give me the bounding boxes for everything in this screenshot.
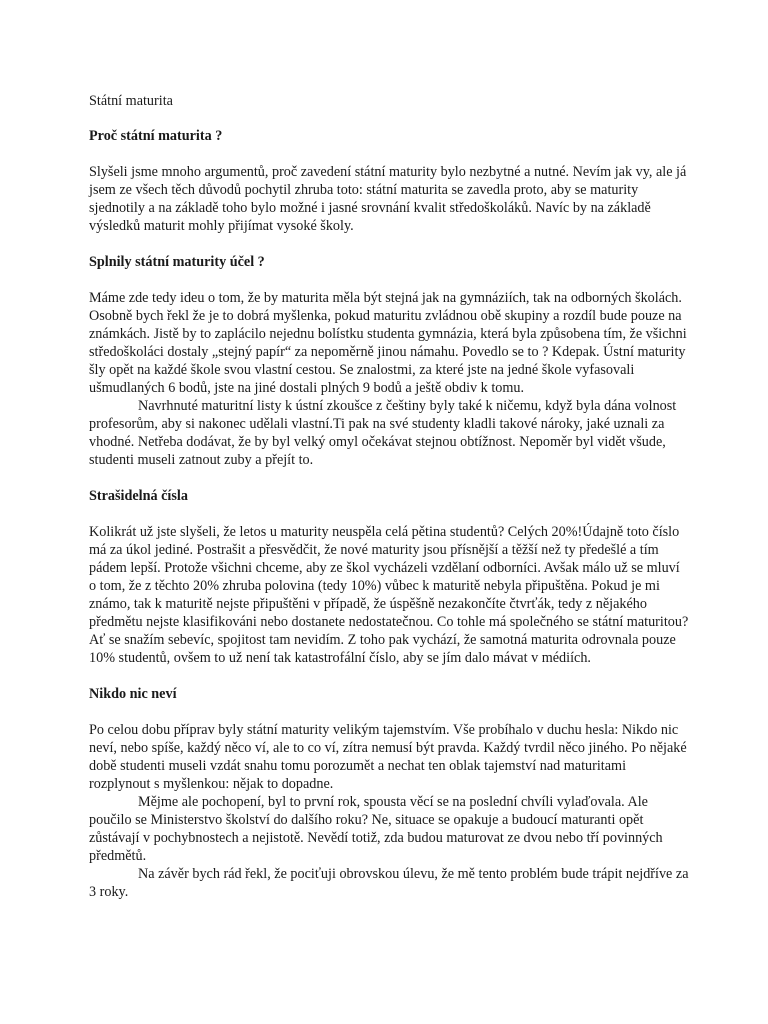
section-heading: Nikdo nic neví <box>89 686 177 702</box>
paragraph: Navrhnuté maturitní listy k ústní zkoušce z češtiny byly také k ničemu, když byla dána volnost profesorům, aby si nakonec udělali vlastní.Ti pak na své studenty kladli takové nároky, jaké uznali za vhodné. Netřeba dodávat, že by byl velký omyl očekávat stejnou obtížnost. Nepoměr byl vidět všude, studenti museli zatnout zuby a přejít to. <box>89 398 677 468</box>
paragraph: Na závěr bych rád řekl, že pociťuji obrovskou úlevu, že mě tento problém bude trápit nejdříve za 3 roky. <box>89 866 689 900</box>
paragraph: Slyšeli jsme mnoho argumentů, proč zavedení státní maturity bylo nezbytné a nutné. Nevím jak vy, ale já jsem ze všech těch důvodů pochytil zhruba toto: státní maturita se zavedla proto, aby se maturity sjednotily a na základě toho bylo možné i jasné srovnání kvalit středoškoláků. Navíc by na základě výsledků maturit mohly přijímat vysoké školy. <box>89 164 687 234</box>
paragraph: Po celou dobu příprav byly státní maturity velikým tajemstvím. Vše probíhalo v duchu hesla: Nikdo nic neví, nebo spíše, každý něco ví, ale to co ví, zítra nemusí být pravda. Každý tvrdil něco jiného. Po nějaké době studenti museli vzdát snahu tomu porozumět a nechat ten oblak tajemství nad maturitami rozplynout s myšlenkou: nějak to dopadne. <box>89 722 687 792</box>
document-title: Státní maturita <box>89 93 173 109</box>
section-proc-statni-maturita <box>89 127 689 235</box>
section-heading: Proč státní maturita ? <box>89 128 223 144</box>
section-strasidelna-cisla <box>89 487 689 667</box>
paragraph: Mějme ale pochopení, byl to první rok, spousta věcí se na poslední chvíli vylaďovala. Ale poučilo se Ministerstvo školství do dalšího roku? Ne, situace se opakuje a budoucí maturanti opět zůstávají v pochybnostech a nejistotě. Nevědí totiž, zda budou maturovat ze dvou nebo tří povinných předmětů. <box>89 794 663 864</box>
section-heading: Splnily státní maturity účel ? <box>89 254 265 270</box>
paragraph: Máme zde tedy ideu o tom, že by maturita měla být stejná jak na gymnáziích, tak na odborných školách. Osobně bych řekl že je to dobrá myšlenka, pokud maturitu zvládnou obě skupiny a rozdíl bude pouze na známkách. Jistě by to zaplácilo nejednu bolístku studenta gymnázia, která byla způsobena tím, že všichni středoškoláci dostaly „stejný papír“ za nepoměrně jinou námahu. Povedlo se to ? Kdepak. Ústní maturity šly opět na každé škole svou vlastní cestou. Se znalostmi, za které jste na jedné škole vyfasovali ušmudlaných 6 bodů, jste na jiné dostali plných 9 bodů a ještě obdiv k tomu. <box>89 290 687 396</box>
paragraph: Kolikrát už jste slyšeli, že letos u maturity neuspěla celá pětina studentů? Celých 20%!Údajně toto číslo má za úkol jediné. Postrašit a přesvědčit, že nové maturity jsou přísnější a těžší než ty předešlé a tím pádem lepší. Protože všichni chceme, aby ze škol vycházeli vzdělaní odborníci. Avšak málo už se mluví o tom, že z těchto 20% zhruba polovina (tedy 10%) vůbec k maturitě nebyla připuštěna. Pokud je mi známo, tak k maturitě nejste připuštěni v případě, že úspěšně nezakončíte čtvrťák, tedy z nějakého předmětu nejste klasifikováni nebo dostanete nedostatečnou. Co tohle má společného se státní maturitou? Ať se snažím sebevíc, spojitost tam nevidím. Z toho pak vychází, že samotná maturita odrovnala pouze 10% studentů, ovšem to už není tak katastrofální číslo, aby se jím dalo mávat v médiích. <box>89 524 689 666</box>
section-splnily-ucel <box>89 253 689 469</box>
document-page <box>89 92 689 919</box>
section-heading: Strašidelná čísla <box>89 488 188 504</box>
section-nikdo-nic-nevi <box>89 685 689 901</box>
